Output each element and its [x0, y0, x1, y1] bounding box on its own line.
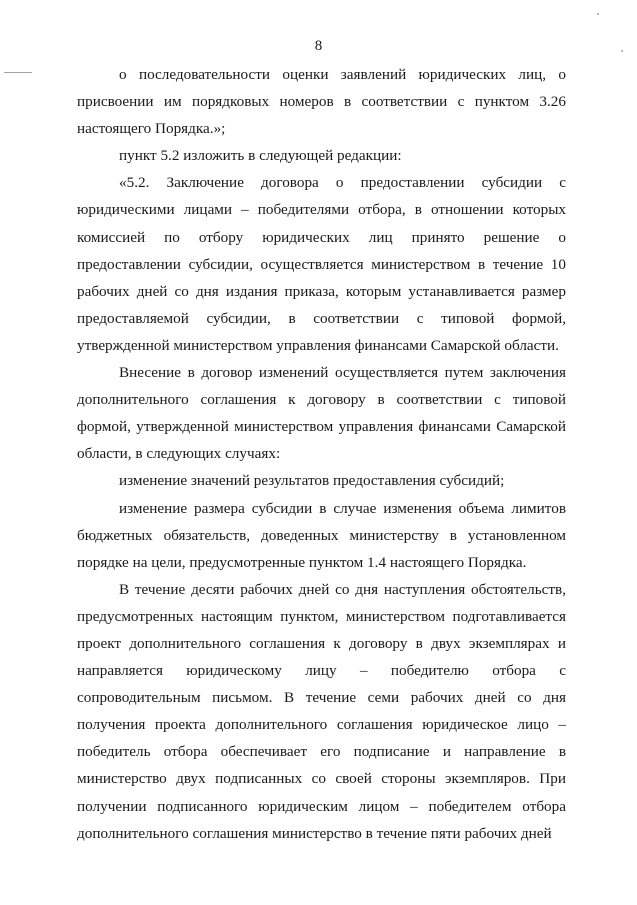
document-body — [77, 61, 566, 847]
paragraph: изменение размера субсидии в случае изменения объема лимитов бюджетных обязательств, доведенных министерству в установленном порядке на цели, предусмотренные пунктом 1.4 настоящего Порядка. — [77, 499, 566, 571]
paragraph: Внесение в договор изменений осуществляется путем заключения дополнительного соглашения к договору в соответствии с типовой формой, утвержденной министерством управления финансами Самарской области, в следующих случаях: — [77, 364, 566, 463]
paragraph: пункт 5.2 изложить в следующей редакции: — [119, 147, 402, 165]
paragraph: о последовательности оценки заявлений юридических лиц, о присвоении им порядковых номеров в соответствии с пунктом 3.26 настоящего Порядка.»; — [77, 66, 566, 138]
paragraph: изменение значений результатов предоставления субсидий; — [119, 472, 505, 490]
paragraph: «5.2. Заключение договора о предоставлении субсидии с юридическими лицами – победителями отбора, в отношении которых комиссией по отбору юридических лиц принято решение о предоставлении субсидии, осуществляется министерством в течение 10 рабочих дней со дня издания приказа, которым устанавливается размер предоставляемой субсидии, в соответствии с типовой формой, утвержденной министерством управления финансами Самарской области. — [77, 174, 566, 354]
scan-artifact-right-top — [597, 13, 599, 15]
scan-artifact-left — [4, 72, 32, 73]
paragraph: В течение десяти рабочих дней со дня наступления обстоятельств, предусмотренных настоящим пунктом, министерством подготавливается проект дополнительного соглашения к договору в двух экземплярах и направляется юридическому лицу – победителю отбора с сопроводительным письмом. В течение семи рабочих дней со дня получения проекта дополнительного соглашения юридическое лицо – победитель отбора обеспечивает его подписание и направление в министерство двух подписанных со своей стороны экземпляров. При получении подписанного юридическим лицом – победителем отбора дополнительного соглашения министерство в течение пяти рабочих дней — [77, 580, 566, 842]
page-number: 8 — [314, 38, 323, 54]
